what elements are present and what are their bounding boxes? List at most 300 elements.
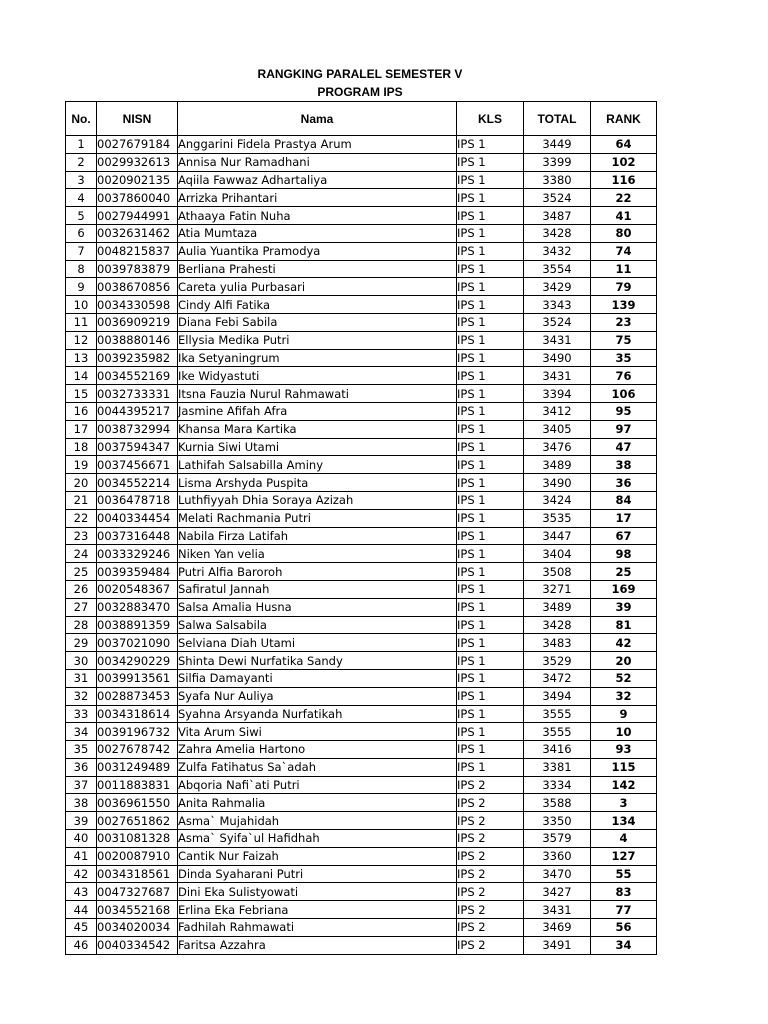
cell-nama: Nabila Firza Latifah [178,527,457,545]
cell-rank: 41 [591,207,657,225]
cell-total: 3427 [524,883,591,901]
cell-kls: IPS 1 [457,385,524,403]
cell-kls: IPS 2 [457,776,524,794]
cell-nama: Itsna Fauzia Nurul Rahmawati [178,385,457,403]
cell-rank: 39 [591,598,657,616]
cell-nama: Fadhilah Rahmawati [178,919,457,937]
cell-total: 3469 [524,919,591,937]
cell-total: 3555 [524,723,591,741]
cell-nisn: 0034020034 [97,919,178,937]
cell-no: 6 [66,224,97,242]
cell-no: 17 [66,420,97,438]
cell-no: 9 [66,278,97,296]
cell-nisn: 0039783879 [97,260,178,278]
cell-total: 3380 [524,171,591,189]
cell-total: 3483 [524,634,591,652]
cell-total: 3494 [524,687,591,705]
cell-nisn: 0027679184 [97,136,178,154]
cell-nisn: 0032883470 [97,598,178,616]
cell-total: 3405 [524,420,591,438]
cell-no: 29 [66,634,97,652]
cell-no: 46 [66,936,97,954]
cell-nama: Shinta Dewi Nurfatika Sandy [178,652,457,670]
cell-no: 26 [66,580,97,598]
cell-rank: 142 [591,776,657,794]
table-row [66,509,657,527]
cell-rank: 116 [591,171,657,189]
table-row [66,598,657,616]
cell-nama: Salsa Amalia Husna [178,598,457,616]
cell-total: 3412 [524,402,591,420]
cell-kls: IPS 1 [457,669,524,687]
header-nama: Nama [178,102,457,136]
cell-nisn: 0039913561 [97,669,178,687]
cell-nama: Dinda Syaharani Putri [178,865,457,883]
cell-total: 3428 [524,616,591,634]
cell-nama: Cantik Nur Faizah [178,847,457,865]
cell-kls: IPS 1 [457,545,524,563]
cell-nama: Silfia Damayanti [178,669,457,687]
cell-kls: IPS 2 [457,794,524,812]
cell-kls: IPS 1 [457,491,524,509]
table-row [66,153,657,171]
cell-nama: Vita Arum Siwi [178,723,457,741]
cell-nisn: 0028873453 [97,687,178,705]
cell-kls: IPS 1 [457,563,524,581]
table-row [66,865,657,883]
cell-nama: Berliana Prahesti [178,260,457,278]
cell-total: 3470 [524,865,591,883]
table-row [66,847,657,865]
cell-nisn: 0040334454 [97,509,178,527]
table-row [66,545,657,563]
cell-total: 3350 [524,812,591,830]
cell-total: 3490 [524,349,591,367]
table-row [66,296,657,314]
cell-no: 10 [66,296,97,314]
cell-kls: IPS 1 [457,189,524,207]
cell-kls: IPS 1 [457,456,524,474]
cell-kls: IPS 1 [457,136,524,154]
cell-kls: IPS 2 [457,901,524,919]
table-row [66,260,657,278]
cell-kls: IPS 1 [457,598,524,616]
table-row [66,669,657,687]
cell-kls: IPS 1 [457,153,524,171]
cell-kls: IPS 1 [457,224,524,242]
cell-nama: Kurnia Siwi Utami [178,438,457,456]
cell-kls: IPS 2 [457,812,524,830]
cell-no: 21 [66,491,97,509]
cell-nisn: 0020087910 [97,847,178,865]
cell-total: 3394 [524,385,591,403]
cell-no: 20 [66,474,97,492]
cell-no: 28 [66,616,97,634]
cell-nisn: 0032631462 [97,224,178,242]
cell-rank: 97 [591,420,657,438]
cell-rank: 11 [591,260,657,278]
cell-nama: Lathifah Salsabilla Aminy [178,456,457,474]
table-row [66,136,657,154]
cell-kls: IPS 2 [457,936,524,954]
cell-no: 36 [66,758,97,776]
cell-rank: 67 [591,527,657,545]
cell-nama: Jasmine Afifah Afra [178,402,457,420]
cell-total: 3381 [524,758,591,776]
cell-kls: IPS 1 [457,296,524,314]
cell-rank: 80 [591,224,657,242]
cell-kls: IPS 1 [457,652,524,670]
cell-nisn: 0034318561 [97,865,178,883]
cell-no: 8 [66,260,97,278]
cell-rank: 102 [591,153,657,171]
cell-no: 44 [66,901,97,919]
table-row [66,563,657,581]
cell-kls: IPS 1 [457,509,524,527]
header-total: TOTAL [524,102,591,136]
cell-rank: 139 [591,296,657,314]
cell-no: 1 [66,136,97,154]
cell-kls: IPS 1 [457,616,524,634]
table-row [66,705,657,723]
table-row [66,616,657,634]
table-header-row [66,102,657,136]
table-row [66,438,657,456]
document-heading [65,66,655,101]
cell-nisn: 0044395217 [97,402,178,420]
cell-kls: IPS 1 [457,367,524,385]
cell-nama: Khansa Mara Kartika [178,420,457,438]
ranking-table [65,101,657,955]
cell-total: 3524 [524,313,591,331]
table-row [66,812,657,830]
cell-nisn: 0027944991 [97,207,178,225]
cell-rank: 20 [591,652,657,670]
table-row [66,349,657,367]
cell-total: 3491 [524,936,591,954]
table-row [66,491,657,509]
cell-nisn: 0048215837 [97,242,178,260]
cell-no: 3 [66,171,97,189]
cell-rank: 55 [591,865,657,883]
cell-nisn: 0037021090 [97,634,178,652]
cell-rank: 9 [591,705,657,723]
table-row [66,741,657,759]
cell-nama: Abqoria Nafi`ati Putri [178,776,457,794]
cell-nama: Erlina Eka Febriana [178,901,457,919]
table-row [66,687,657,705]
cell-total: 3524 [524,189,591,207]
cell-total: 3508 [524,563,591,581]
cell-kls: IPS 1 [457,527,524,545]
cell-kls: IPS 2 [457,847,524,865]
cell-total: 3555 [524,705,591,723]
cell-total: 3490 [524,474,591,492]
table-body [66,136,657,955]
cell-nama: Annisa Nur Ramadhani [178,153,457,171]
cell-no: 27 [66,598,97,616]
cell-nisn: 0034290229 [97,652,178,670]
cell-rank: 75 [591,331,657,349]
cell-no: 7 [66,242,97,260]
cell-nisn: 0034552169 [97,367,178,385]
cell-nama: Melati Rachmania Putri [178,509,457,527]
cell-kls: IPS 1 [457,723,524,741]
table-row [66,883,657,901]
cell-total: 3472 [524,669,591,687]
cell-kls: IPS 1 [457,420,524,438]
cell-rank: 52 [591,669,657,687]
cell-no: 30 [66,652,97,670]
cell-no: 45 [66,919,97,937]
table-row [66,580,657,598]
cell-no: 39 [66,812,97,830]
cell-total: 3579 [524,830,591,848]
table-row [66,758,657,776]
cell-kls: IPS 2 [457,883,524,901]
cell-nisn: 0011883831 [97,776,178,794]
cell-kls: IPS 1 [457,634,524,652]
cell-no: 22 [66,509,97,527]
cell-nama: Faritsa Azzahra [178,936,457,954]
table-row [66,385,657,403]
header-rank: RANK [591,102,657,136]
table-row [66,634,657,652]
cell-nama: Lisma Arshyda Puspita [178,474,457,492]
table-row [66,420,657,438]
cell-total: 3535 [524,509,591,527]
cell-no: 19 [66,456,97,474]
cell-kls: IPS 1 [457,171,524,189]
cell-kls: IPS 1 [457,331,524,349]
cell-total: 3416 [524,741,591,759]
cell-nisn: 0038670856 [97,278,178,296]
cell-nisn: 0020902135 [97,171,178,189]
cell-total: 3429 [524,278,591,296]
cell-kls: IPS 1 [457,242,524,260]
cell-nama: Syahna Arsyanda Nurfatikah [178,705,457,723]
table-row [66,313,657,331]
cell-no: 31 [66,669,97,687]
cell-total: 3476 [524,438,591,456]
cell-kls: IPS 1 [457,278,524,296]
table-row [66,224,657,242]
header-no: No. [66,102,97,136]
cell-nama: Aqiila Fawwaz Adhartaliya [178,171,457,189]
cell-no: 4 [66,189,97,207]
cell-kls: IPS 1 [457,474,524,492]
cell-no: 42 [66,865,97,883]
document-title: RANGKING PARALEL SEMESTER V [257,67,463,81]
cell-nisn: 0029932613 [97,153,178,171]
cell-no: 23 [66,527,97,545]
document-subtitle: PROGRAM IPS [317,84,403,99]
cell-nama: Niken Yan velia [178,545,457,563]
cell-total: 3489 [524,598,591,616]
cell-nama: Careta yulia Purbasari [178,278,457,296]
cell-nama: Safiratul Jannah [178,580,457,598]
cell-kls: IPS 1 [457,349,524,367]
cell-rank: 64 [591,136,657,154]
cell-total: 3431 [524,367,591,385]
cell-kls: IPS 1 [457,313,524,331]
cell-rank: 74 [591,242,657,260]
table-row [66,936,657,954]
cell-total: 3588 [524,794,591,812]
table-row [66,919,657,937]
cell-nama: Luthfiyyah Dhia Soraya Azizah [178,491,457,509]
cell-total: 3343 [524,296,591,314]
cell-total: 3431 [524,901,591,919]
cell-nisn: 0034318614 [97,705,178,723]
cell-rank: 134 [591,812,657,830]
cell-rank: 47 [591,438,657,456]
cell-no: 35 [66,741,97,759]
cell-nama: Putri Alfia Baroroh [178,563,457,581]
cell-total: 3529 [524,652,591,670]
cell-kls: IPS 1 [457,260,524,278]
cell-rank: 56 [591,919,657,937]
cell-rank: 98 [591,545,657,563]
cell-nisn: 0036909219 [97,313,178,331]
cell-nisn: 0039196732 [97,723,178,741]
cell-total: 3360 [524,847,591,865]
cell-rank: 4 [591,830,657,848]
cell-rank: 76 [591,367,657,385]
cell-no: 15 [66,385,97,403]
cell-no: 43 [66,883,97,901]
cell-no: 5 [66,207,97,225]
cell-rank: 25 [591,563,657,581]
cell-total: 3424 [524,491,591,509]
cell-rank: 77 [591,901,657,919]
table-row [66,723,657,741]
cell-nama: Ika Setyaningrum [178,349,457,367]
cell-nisn: 0036478718 [97,491,178,509]
cell-no: 18 [66,438,97,456]
table-row [66,207,657,225]
cell-rank: 38 [591,456,657,474]
cell-nama: Arrizka Prihantari [178,189,457,207]
cell-nisn: 0037594347 [97,438,178,456]
cell-nisn: 0027678742 [97,741,178,759]
table-row [66,527,657,545]
table-row [66,456,657,474]
cell-no: 40 [66,830,97,848]
cell-no: 13 [66,349,97,367]
header-kls: KLS [457,102,524,136]
cell-kls: IPS 1 [457,402,524,420]
cell-nama: Salwa Salsabila [178,616,457,634]
cell-nisn: 0031081328 [97,830,178,848]
cell-nama: Asma` Syifa`ul Hafidhah [178,830,457,848]
cell-no: 32 [66,687,97,705]
table-row [66,901,657,919]
cell-nama: Asma` Mujahidah [178,812,457,830]
cell-kls: IPS 1 [457,207,524,225]
cell-nisn: 0031249489 [97,758,178,776]
cell-no: 41 [66,847,97,865]
cell-no: 16 [66,402,97,420]
cell-rank: 95 [591,402,657,420]
cell-no: 12 [66,331,97,349]
table-row [66,242,657,260]
cell-nama: Syafa Nur Auliya [178,687,457,705]
cell-rank: 17 [591,509,657,527]
table-row [66,278,657,296]
cell-total: 3404 [524,545,591,563]
cell-kls: IPS 2 [457,919,524,937]
cell-rank: 23 [591,313,657,331]
cell-total: 3554 [524,260,591,278]
cell-nisn: 0039359484 [97,563,178,581]
cell-total: 3449 [524,136,591,154]
cell-nama: Diana Febi Sabila [178,313,457,331]
cell-rank: 3 [591,794,657,812]
cell-kls: IPS 1 [457,705,524,723]
table-row [66,367,657,385]
cell-rank: 115 [591,758,657,776]
cell-total: 3489 [524,456,591,474]
table-row [66,794,657,812]
cell-kls: IPS 2 [457,830,524,848]
table-row [66,402,657,420]
cell-nama: Atia Mumtaza [178,224,457,242]
cell-nama: Zahra Amelia Hartono [178,741,457,759]
table-row [66,652,657,670]
cell-nama: Athaaya Fatin Nuha [178,207,457,225]
cell-no: 34 [66,723,97,741]
cell-total: 3428 [524,224,591,242]
cell-nama: Anggarini Fidela Prastya Arum [178,136,457,154]
cell-nisn: 0038732994 [97,420,178,438]
cell-nisn: 0033329246 [97,545,178,563]
cell-no: 11 [66,313,97,331]
cell-rank: 83 [591,883,657,901]
cell-rank: 93 [591,741,657,759]
cell-no: 14 [66,367,97,385]
cell-no: 33 [66,705,97,723]
cell-nisn: 0037316448 [97,527,178,545]
cell-nisn: 0034552214 [97,474,178,492]
cell-nisn: 0047327687 [97,883,178,901]
cell-rank: 36 [591,474,657,492]
cell-nisn: 0036961550 [97,794,178,812]
cell-nisn: 0040334542 [97,936,178,954]
cell-kls: IPS 2 [457,865,524,883]
cell-nama: Dini Eka Sulistyowati [178,883,457,901]
cell-nama: Selviana Diah Utami [178,634,457,652]
cell-total: 3431 [524,331,591,349]
cell-nisn: 0027651862 [97,812,178,830]
cell-nisn: 0037456671 [97,456,178,474]
cell-nisn: 0032733331 [97,385,178,403]
table-row [66,331,657,349]
cell-rank: 22 [591,189,657,207]
cell-rank: 84 [591,491,657,509]
cell-no: 25 [66,563,97,581]
table-row [66,474,657,492]
cell-kls: IPS 1 [457,438,524,456]
cell-nama: Aulia Yuantika Pramodya [178,242,457,260]
cell-total: 3447 [524,527,591,545]
cell-rank: 127 [591,847,657,865]
cell-rank: 34 [591,936,657,954]
cell-nisn: 0038880146 [97,331,178,349]
cell-rank: 35 [591,349,657,367]
table-row [66,776,657,794]
cell-nisn: 0038891359 [97,616,178,634]
